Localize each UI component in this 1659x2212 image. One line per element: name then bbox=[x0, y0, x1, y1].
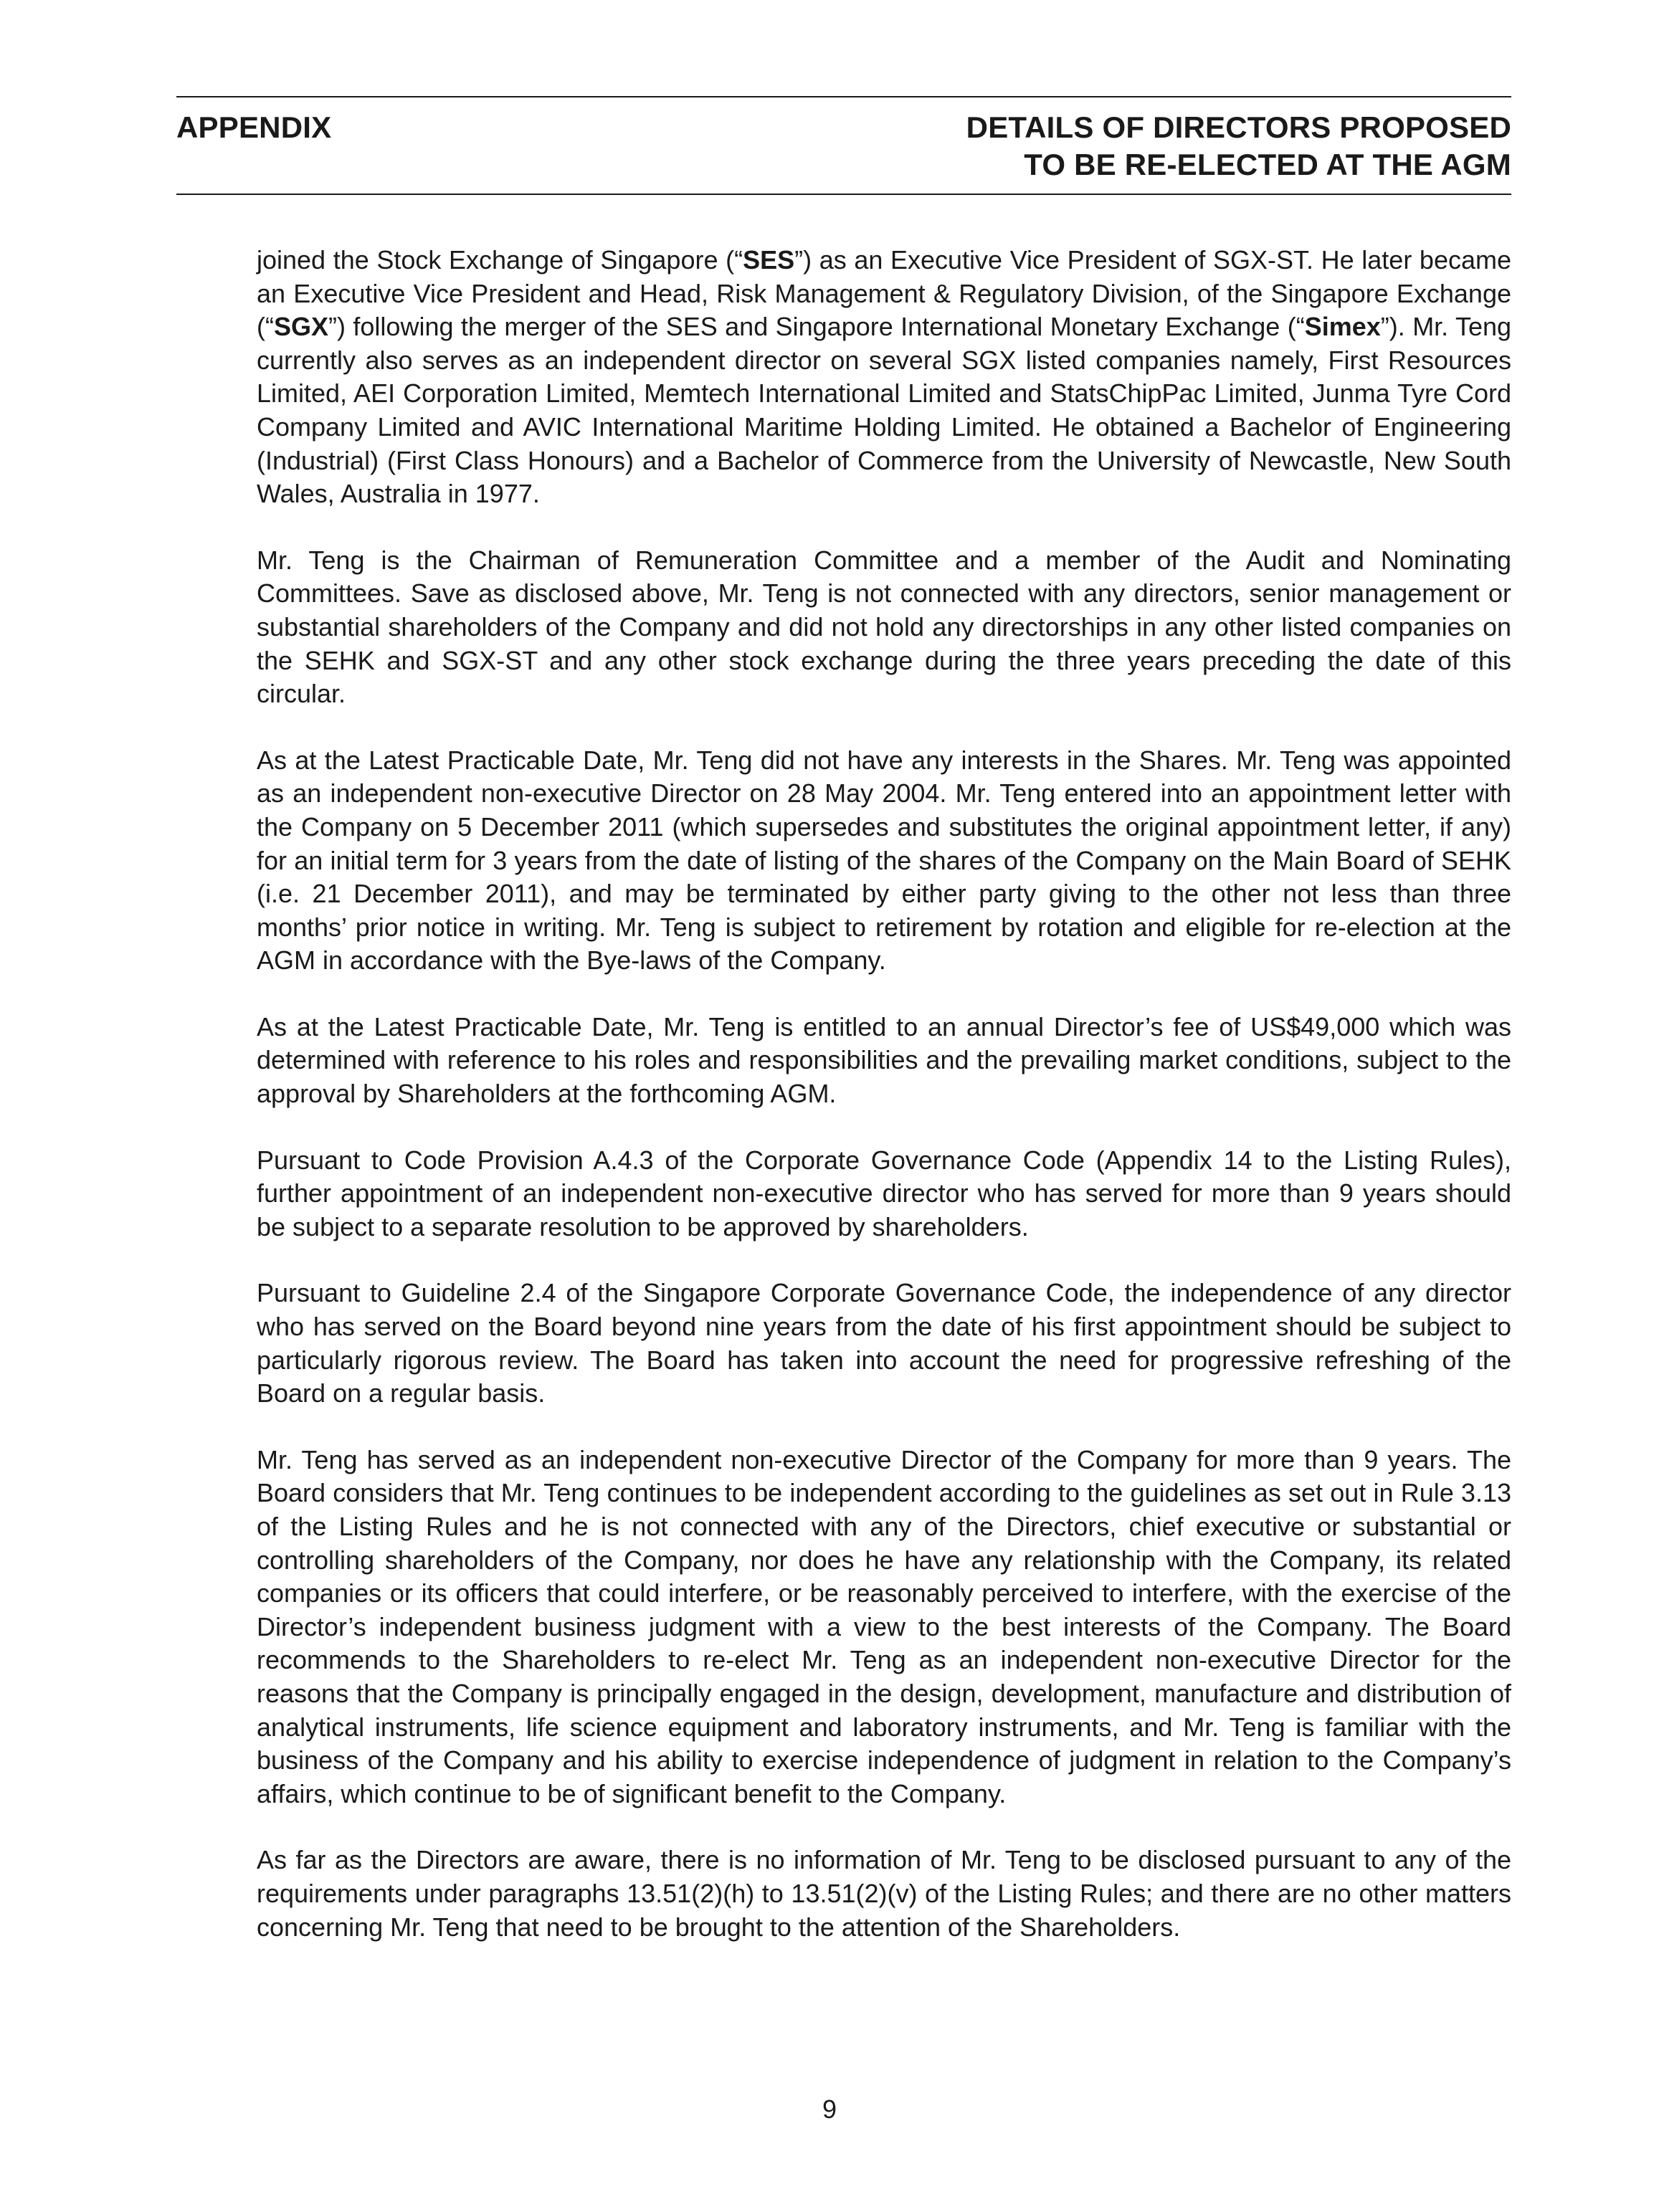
header-title-line-1: DETAILS OF DIRECTORS PROPOSED bbox=[966, 110, 1511, 144]
paragraph-background bbox=[257, 244, 1511, 511]
header-title-line-2: TO BE RE-ELECTED AT THE AGM bbox=[1024, 148, 1511, 181]
paragraph-code-provision: Pursuant to Code Provision A.4.3 of the Corporate Governance Code (Appendix 14 to the Listing Rules), further appointment of an independent non-executive director who has served for more than 9 years should be subject to a separate resolution to be approved by shareholders. bbox=[257, 1145, 1511, 1241]
paragraph-text: ”). Mr. Teng currently also serves as an independent director on several SGX listed companies namely, First Resources Limited, AEI Corporation Limited, Memtech International Limited and StatsChipPac Limited, Junma Tyre Cord Company Limited and AVIC International Maritime Holding Limited. He obtained a Bachelor of Engineering (Industrial) (First Class Honours) and a Bachelor of Commerce from the University of Newcastle, New South Wales, Australia in 1977. bbox=[257, 312, 1512, 509]
paragraph-disclosure: As far as the Directors are aware, there is no information of Mr. Teng to be disclosed pursuant to any of the requirements under paragraphs 13.51(2)(h) to 13.51(2)(v) of the Listing Rules; and there are no other matters concerning Mr. Teng that need to be brought to the attention of the Shareholders. bbox=[257, 1845, 1511, 1942]
paragraph-independence: Mr. Teng has served as an independent non-executive Director of the Company for more than 9 years. The Board considers that Mr. Teng continues to be independent according to the guidelines as set out in Rule 3.13 of the Listing Rules and he is not connected with any of the Directors, chief executive or substantial or controlling shareholders of the Company, nor does he have any relationship with the Company, its related companies or its officers that could interfere, or be reasonably perceived to interfere, with the exercise of the Director’s independent business judgment with a view to the best interests of the Company. The Board recommends to the Shareholders to re-elect Mr. Teng as an independent non-executive Director for the reasons that the Company is principally engaged in the design, development, manufacture and distribution of analytical instruments, life science equipment and laboratory instruments, and Mr. Teng is familiar with the business of the Company and his ability to exercise independence of judgment in relation to the Company’s affairs, which continue to be of significant benefit to the Company. bbox=[257, 1444, 1511, 1808]
paragraph-text: ”) following the merger of the SES and Singapore International Monetary Exchange (“ bbox=[328, 312, 1305, 342]
document-body bbox=[257, 244, 1511, 1944]
defined-term-sgx: SGX bbox=[273, 312, 329, 342]
paragraph-appointment: As at the Latest Practicable Date, Mr. Teng did not have any interests in the Shares. Mr. Teng was appointed as an independent non-executive Director on 28 May 2004. Mr. Teng entered into an appointment letter with the Company on 5 December 2011 (which supersedes and substitutes the original appointment letter, if any) for an initial term for 3 years from the date of listing of the shares of the Company on the Main Board of SEHK (i.e. 21 December 2011), and may be terminated by either party giving to the other not less than three months’ prior notice in writing. Mr. Teng is subject to retirement by rotation and eligible for re-election at the AGM in accordance with the Bye-laws of the Company. bbox=[257, 745, 1511, 976]
header-appendix-label: APPENDIX bbox=[176, 110, 332, 144]
paragraph-text: ”) as an Executive Vice President of SGX-ST. He later became an Executive Vice President and Head, Risk Management & Regulatory Division, of the Singapore Exchange (“ bbox=[257, 245, 1511, 342]
header-bottom-rule bbox=[176, 194, 1511, 195]
defined-term-simex: Simex bbox=[1304, 312, 1381, 342]
header-section-title bbox=[723, 109, 1511, 183]
page-number: 9 bbox=[822, 2094, 837, 2124]
paragraph-text: joined the Stock Exchange of Singapore (“ bbox=[257, 245, 743, 275]
defined-term-ses: SES bbox=[743, 245, 795, 275]
paragraph-committees: Mr. Teng is the Chairman of Remuneration Committee and a member of the Audit and Nominating Committees. Save as disclosed above, Mr. Teng is not connected with any directors, senior management or substantial shareholders of the Company and did not hold any directorships in any other listed companies on the SEHK and SGX-ST and any other stock exchange during the three years preceding the date of this circular. bbox=[257, 545, 1511, 709]
paragraph-directors-fee: As at the Latest Practicable Date, Mr. Teng is entitled to an annual Director’s fee of US$49,000 which was determined with reference to his roles and responsibilities and the prevailing market conditions, subject to the approval by Shareholders at the forthcoming AGM. bbox=[257, 1011, 1511, 1109]
header-top-rule bbox=[176, 96, 1511, 97]
paragraph-singapore-guideline: Pursuant to Guideline 2.4 of the Singapore Corporate Governance Code, the independence of any director who has served on the Board beyond nine years from the date of his first appointment should be subject to particularly rigorous review. The Board has taken into account the need for progressive refreshing of the Board on a regular basis. bbox=[257, 1278, 1511, 1408]
